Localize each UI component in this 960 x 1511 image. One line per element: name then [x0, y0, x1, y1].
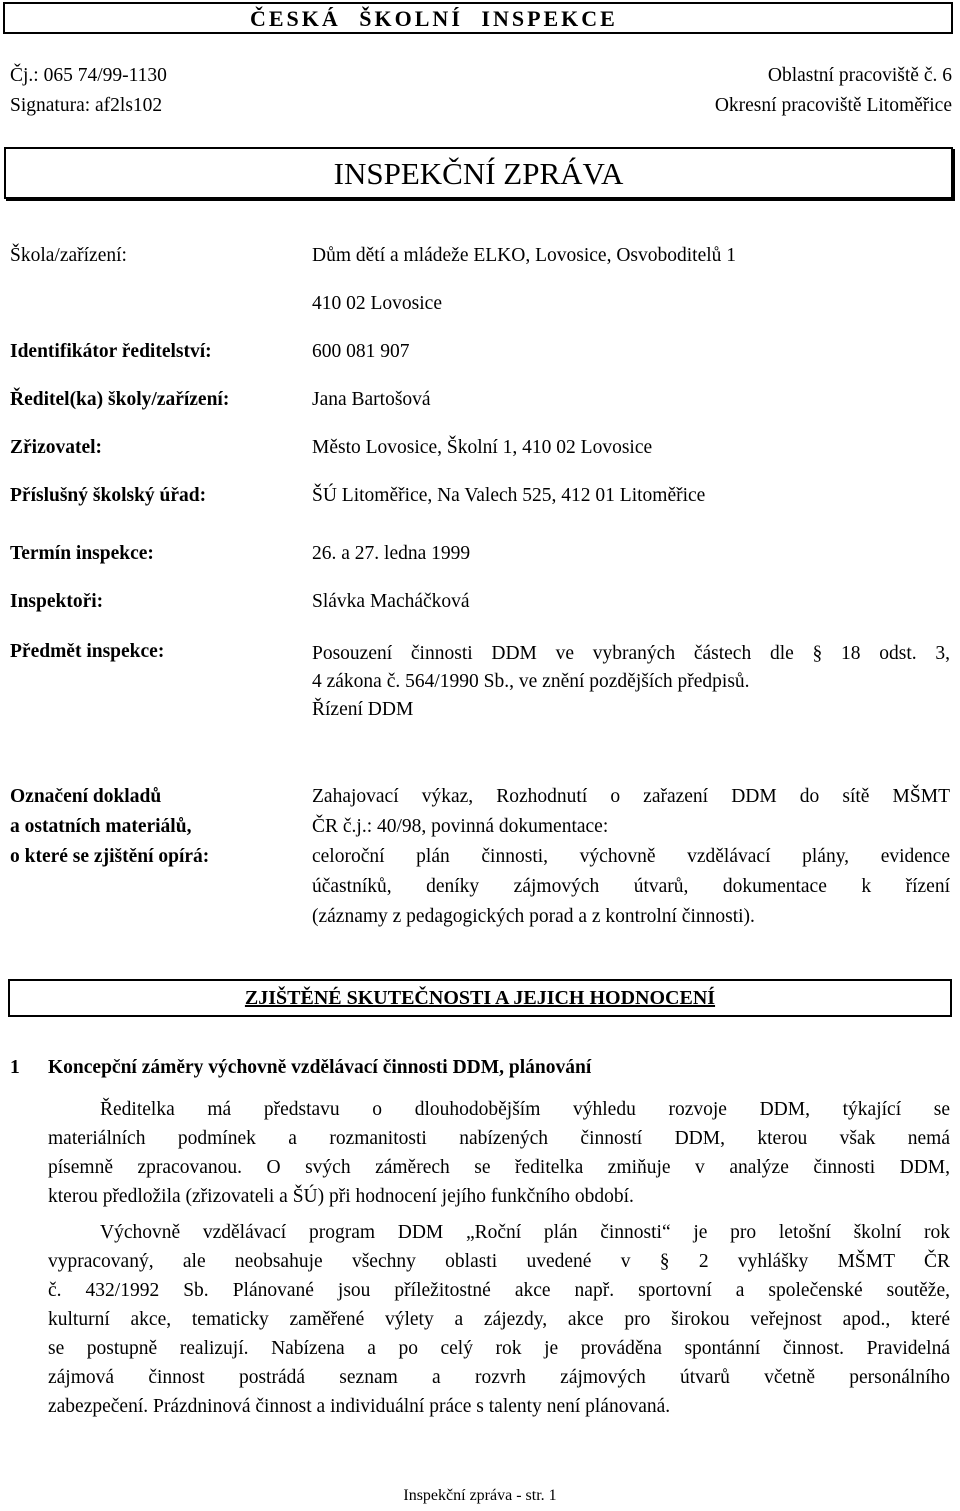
page-footer: Inspekční zpráva - str. 1: [403, 1487, 557, 1504]
school-office-value: ŠÚ Litoměřice, Na Valech 525, 412 01 Litoměřice: [312, 485, 706, 506]
documents-label-line: o které se zjištění opírá:: [10, 846, 210, 867]
documents-label-line: a ostatních materiálů,: [10, 816, 192, 837]
identifier-label: Identifikátor ředitelství:: [10, 341, 212, 362]
documents-value: [312, 782, 950, 932]
subject-line: Řízení DDM: [312, 699, 414, 720]
paragraph-planning-vision: [48, 1095, 950, 1211]
paragraph-line: kterou předložila (zřizovateli a ŠÚ) při hodnocení jejího funkčního období.: [48, 1186, 634, 1207]
founder-value: Město Lovosice, Školní 1, 410 02 Lovosice: [312, 437, 653, 458]
documents-label: [10, 782, 209, 872]
inspection-date-value: 26. a 27. ledna 1999: [312, 543, 471, 564]
heading-text: Koncepční záměry výchovně vzdělávací činnosti DDM, plánování: [48, 1057, 592, 1078]
office-regional: Oblastní pracoviště č. 6: [767, 65, 952, 86]
subject-label: Předmět inspekce:: [10, 641, 165, 662]
paragraph-line: materiálních podmínek a rozmanitosti nabízených činností DDM, kterou však nemá: [48, 1128, 950, 1149]
document-title: INSPEKČNÍ ZPRÁVA: [4, 147, 953, 199]
documents-line: celoroční plán činnosti, výchovně vzdělávací plány, evidence: [312, 846, 950, 867]
paragraph-line: Výchovně vzdělávací program DDM „Roční plán činnosti“ je pro letošní školní rok: [100, 1222, 950, 1243]
inspectors-value: Slávka Macháčková: [312, 591, 470, 612]
paragraph-line: písemně zpracovanou. O svých záměrech se ředitelka zmiňuje v analýze činnosti DDM,: [48, 1157, 950, 1178]
school-office-label: Příslušný školský úřad:: [10, 485, 207, 506]
documents-line: ČR č.j.: 40/98, povinná dokumentace:: [312, 816, 609, 837]
paragraph-line: zabezpečení. Prázdninová činnost a individuální práce s talenty není plánovaná.: [48, 1396, 671, 1417]
paragraph-line: č. 432/1992 Sb. Plánované jsou příležitostné akce např. sportovní a společenské soutěže,: [48, 1280, 950, 1301]
paragraph-line: vypracovaný, ale neobsahuje všechny oblasti uvedené v § 2 vyhlášky MŠMT ČR: [48, 1251, 950, 1272]
signature-code: Signatura: af2ls102: [10, 95, 163, 116]
documents-line: Zahajovací výkaz, Rozhodnutí o zařazení DDM do sítě MŠMT: [312, 786, 950, 807]
reference-number: Čj.: 065 74/99-1130: [10, 65, 167, 86]
paragraph-line: kulturní akce, tematicky zaměřené výlety a zájezdy, akce pro širokou veřejnost apod., které: [48, 1309, 950, 1330]
inspection-date-label: Termín inspekce:: [10, 543, 154, 564]
paragraph-program: [48, 1218, 950, 1421]
documents-line: účastníků, deníky zájmových útvarů, dokumentace k řízení: [312, 876, 950, 897]
heading-number: 1: [10, 1057, 20, 1078]
subject-line: Posouzení činnosti DDM ve vybraných částech dle § 18 odst. 3,: [312, 643, 950, 664]
subject-value: [312, 640, 950, 724]
school-label: Škola/zařízení:: [10, 245, 127, 266]
subject-line: 4 zákona č. 564/1990 Sb., ve znění pozdějších předpisů.: [312, 671, 750, 692]
founder-label: Zřizovatel:: [10, 437, 103, 458]
documents-label-line: Označení dokladů: [10, 786, 162, 807]
paragraph-line: Ředitelka má představu o dlouhodobějším výhledu rozvoje DDM, týkající se: [100, 1099, 950, 1120]
director-value: Jana Bartošová: [312, 389, 431, 410]
paragraph-line: zájmová činnost postrádá seznam a rozvrh zájmových útvarů včetně personálního: [48, 1367, 950, 1388]
section-title: ZJIŠTĚNÉ SKUTEČNOSTI A JEJICH HODNOCENÍ: [8, 979, 952, 1017]
school-value: Dům dětí a mládeže ELKO, Lovosice, Osvoboditelů 1: [312, 245, 737, 266]
office-district: Okresní pracoviště Litoměřice: [714, 95, 952, 116]
inspectors-label: Inspektoři:: [10, 591, 104, 612]
documents-line: (záznamy z pedagogických porad a z kontrolní činnosti).: [312, 906, 755, 927]
director-label: Ředitel(ka) školy/zařízení:: [10, 389, 230, 410]
org-header: ČESKÁ ŠKOLNÍ INSPEKCE: [3, 2, 953, 34]
school-address: 410 02 Lovosice: [312, 293, 442, 314]
paragraph-line: se postupně realizují. Nabízena a po celý rok je prováděna spontánní činnost. Pravidelná: [48, 1338, 950, 1359]
identifier-value: 600 081 907: [312, 341, 410, 362]
